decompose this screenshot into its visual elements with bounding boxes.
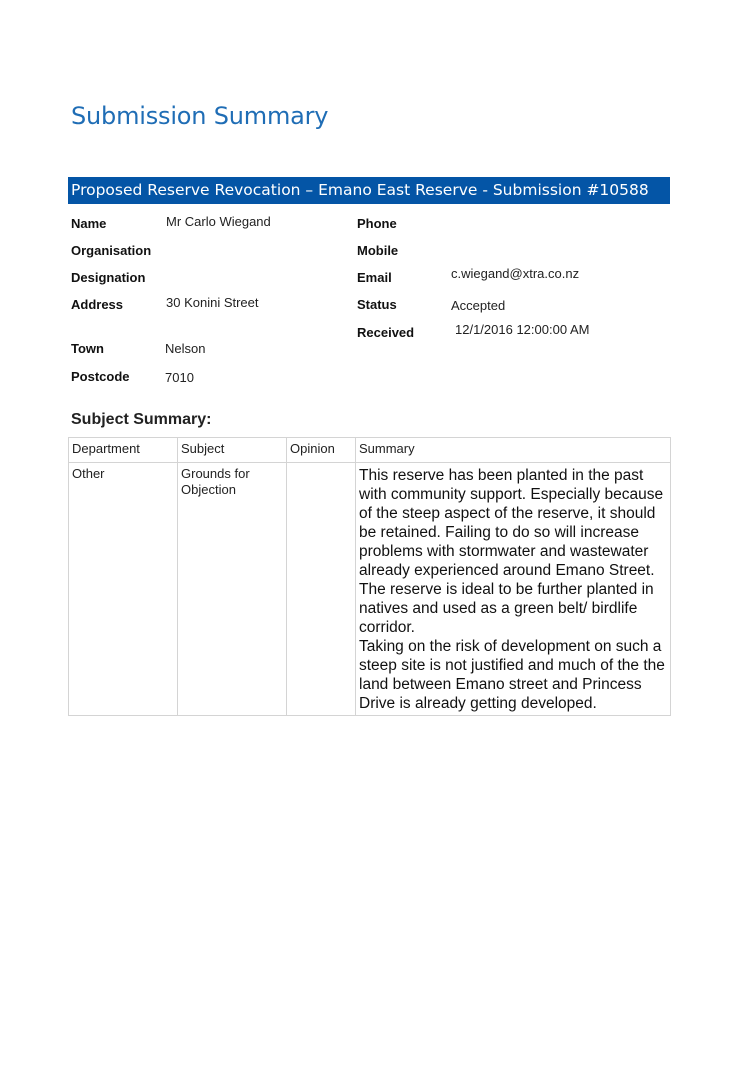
subject-summary-table bbox=[68, 437, 671, 716]
opinion-cell bbox=[287, 463, 356, 716]
column-header-summary: Summary bbox=[356, 438, 671, 463]
organisation-label: Organisation bbox=[71, 243, 152, 258]
summary-cell bbox=[356, 463, 671, 716]
postcode-value: 7010 bbox=[165, 370, 194, 385]
email-label: Email bbox=[357, 270, 392, 285]
email-value: c.wiegand@xtra.co.nz bbox=[451, 266, 580, 281]
status-value: Accepted bbox=[451, 298, 506, 313]
phone-label: Phone bbox=[357, 216, 397, 231]
mobile-label: Mobile bbox=[357, 243, 399, 258]
address-label: Address bbox=[71, 297, 124, 312]
summary-paragraph: The reserve is ideal to be further planted in natives and used as a green belt/ birdlife corridor. bbox=[359, 581, 654, 636]
town-label: Town bbox=[71, 341, 104, 356]
received-value: 12/1/2016 12:00:00 AM bbox=[455, 322, 590, 337]
column-header-department: Department bbox=[69, 438, 178, 463]
name-value: Mr Carlo Wiegand bbox=[166, 214, 271, 229]
subject-cell: Grounds for Objection bbox=[178, 463, 287, 716]
designation-label: Designation bbox=[71, 270, 146, 285]
summary-paragraph: This reserve has been planted in the past with community support. Especially because of the steep aspect of the reserve, it should be retained. Failing to do so will increase problems with stormwater and wastewater already experienced around Emano Street. bbox=[359, 467, 664, 579]
name-label: Name bbox=[71, 216, 107, 231]
address-value: 30 Konini Street bbox=[166, 295, 259, 310]
submission-banner: Proposed Reserve Revocation – Emano East Reserve - Submission #10588 bbox=[68, 177, 670, 204]
summary-paragraph: Taking on the risk of development on such a steep site is not justified and much of the the land between Emano street and Princess Drive is already getting developed. bbox=[359, 638, 665, 712]
table-row bbox=[69, 463, 671, 716]
page-title: Submission Summary bbox=[71, 102, 329, 130]
column-header-subject: Subject bbox=[178, 438, 287, 463]
department-cell: Other bbox=[69, 463, 178, 716]
town-value: Nelson bbox=[165, 341, 206, 356]
subject-summary-heading: Subject Summary: bbox=[71, 411, 212, 428]
received-label: Received bbox=[357, 325, 415, 340]
column-header-opinion: Opinion bbox=[287, 438, 356, 463]
table-header-row bbox=[69, 438, 671, 463]
postcode-label: Postcode bbox=[71, 369, 130, 384]
status-label: Status bbox=[357, 297, 397, 312]
